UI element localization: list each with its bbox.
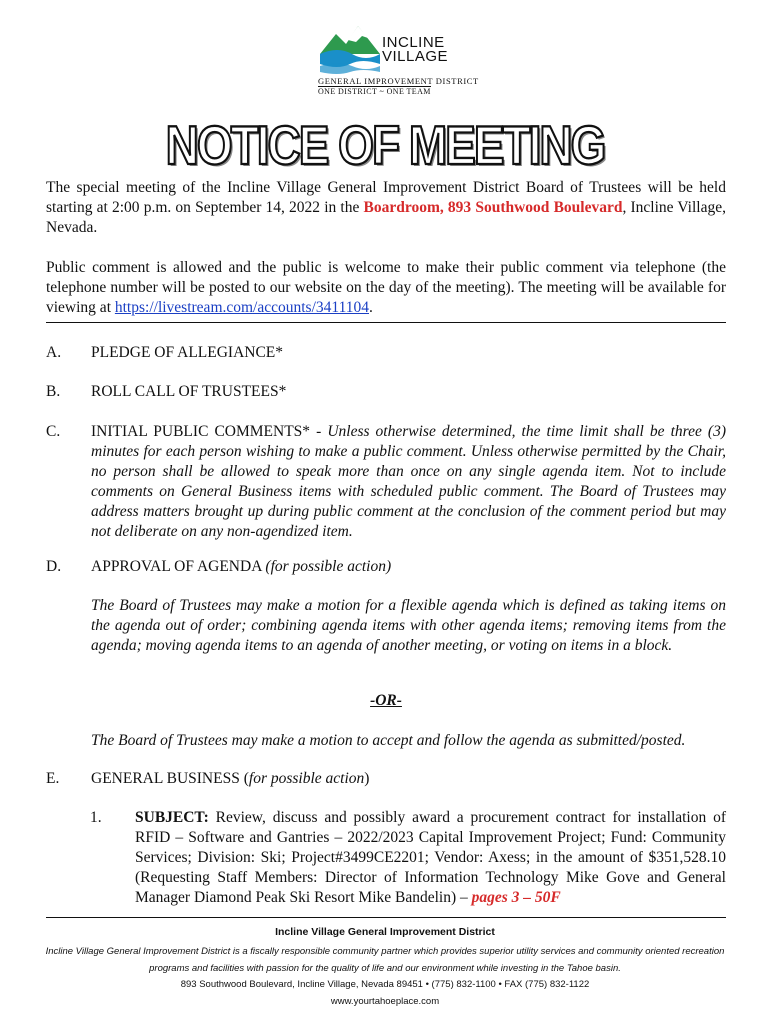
agenda-letter: D.	[46, 558, 62, 575]
footer-website[interactable]: www.yourtahoeplace.com	[330, 996, 440, 1007]
agenda-letter: C.	[46, 423, 61, 440]
agenda-text	[91, 557, 726, 577]
agenda-letter: A.	[46, 344, 62, 361]
ivgid-logo	[318, 24, 479, 96]
accept-agenda-text: The Board of Trustees may make a motion to accept and follow the agenda as submitted/posted.	[91, 732, 686, 749]
general-business-close: )	[364, 770, 370, 787]
footer-mission: Incline Village General Improvement District is a fiscally responsible community partner which provides superior utility services and community oriented recreation programs and facilities with passion for the quality of life and our environment while investing in the Tahoe basin.	[45, 946, 725, 974]
footer	[20, 924, 750, 1011]
agenda-letter: B.	[46, 383, 61, 400]
logo-name	[382, 36, 448, 64]
agenda-text: PLEDGE OF ALLEGIANCE*	[91, 344, 284, 361]
agenda-item-c	[46, 422, 726, 542]
public-comments-detail: Unless otherwise determined, the time limit shall be three (3) minutes for each person wishing to make a public comment. Unless otherwise permitted by the Chair, no person shall be allowed to speak more than once on any single agenda item. Not to include comments on General Business items with scheduled public comment. The Board of Trustees may address matters brought up during public comment at the conclusion of the comment period but may not deliberate on any non-agendized item.	[91, 423, 726, 540]
agenda-text	[91, 422, 726, 542]
logo-name-line1: INCLINE	[382, 34, 445, 51]
footer-contact: 893 Southwood Boulevard, Incline Village, Nevada 89451 • (775) 832-1100 • FAX (775) 832-1122	[180, 979, 590, 990]
agenda-item-d	[46, 557, 726, 577]
or-separator: -OR-	[370, 692, 402, 709]
flexible-agenda-text: The Board of Trustees may make a motion for a flexible agenda which is defined as taking items on the agenda out of order; combining agenda items with other agenda items; removing items from the agenda; moving agenda items to an agenda of another meeting, or voting on items in a block.	[91, 597, 726, 654]
approval-action: (for possible action)	[265, 558, 392, 575]
logo-tagline: ONE DISTRICT ~ ONE TEAM	[318, 87, 431, 96]
agenda-text	[91, 769, 726, 789]
public-comments-heading: INITIAL PUBLIC COMMENTS* -	[91, 423, 328, 440]
agenda-item-a	[46, 343, 726, 363]
intro-text-after: , Incline Village, Nevada.	[46, 199, 726, 236]
logo-name-line2: VILLAGE	[382, 48, 449, 65]
subject-label: SUBJECT:	[135, 809, 209, 826]
general-business-heading: GENERAL BUSINESS (	[91, 770, 249, 787]
public-comment-paragraph	[46, 258, 726, 318]
footer-title: Incline Village General Improvement District	[275, 926, 495, 938]
livestream-link[interactable]: https://livestream.com/accounts/3411104	[114, 299, 369, 316]
public-comment-end: .	[369, 299, 373, 316]
agenda-letter: E.	[46, 770, 60, 787]
public-comment-text: Public comment is allowed and the public is welcome to make their public comment via telephone (the telephone number will be posted to our website on the day of the meeting). The meeting will be available for viewing at	[46, 259, 726, 316]
subject-text: Review, discuss and possibly award a procurement contract for installation of RFID – Software and Gantries – 2022/2023 Capital Improvement Project; Fund: Community Services; Division: Ski; Project#3499CE2201; Vendor: Axess; in the amount of $351,528.10 (Requesting Staff Members: Director of Information Technology Mike Gove and General Manager Diamond Peak Ski Resort Mike Bandelin) –	[135, 809, 726, 906]
mountain-logo-icon	[318, 24, 382, 76]
page-title: NOTICE OF MEETING	[165, 114, 605, 176]
general-business-item-1	[90, 808, 726, 908]
meeting-location: Boardroom, 893 Southwood Boulevard	[363, 199, 623, 216]
header-divider	[46, 322, 726, 323]
subject-pages: pages 3 – 50F	[471, 889, 561, 906]
approval-heading: APPROVAL OF AGENDA	[91, 558, 266, 575]
intro-paragraph	[46, 178, 726, 238]
subitem-text	[135, 808, 726, 908]
intro-text-before: The special meeting of the Incline Village General Improvement District Board of Trustees will be held starting at 2:00 p.m. on September 14, 2022 in the	[46, 179, 726, 216]
footer-divider	[46, 917, 726, 918]
general-business-action: for possible action	[248, 770, 365, 787]
agenda-item-e	[46, 769, 726, 789]
agenda-item-b	[46, 382, 726, 402]
subitem-number: 1.	[90, 809, 102, 826]
logo-district: GENERAL IMPROVEMENT DISTRICT	[318, 76, 479, 86]
agenda-text: ROLL CALL OF TRUSTEES*	[91, 383, 287, 400]
title-wrap	[0, 114, 770, 176]
